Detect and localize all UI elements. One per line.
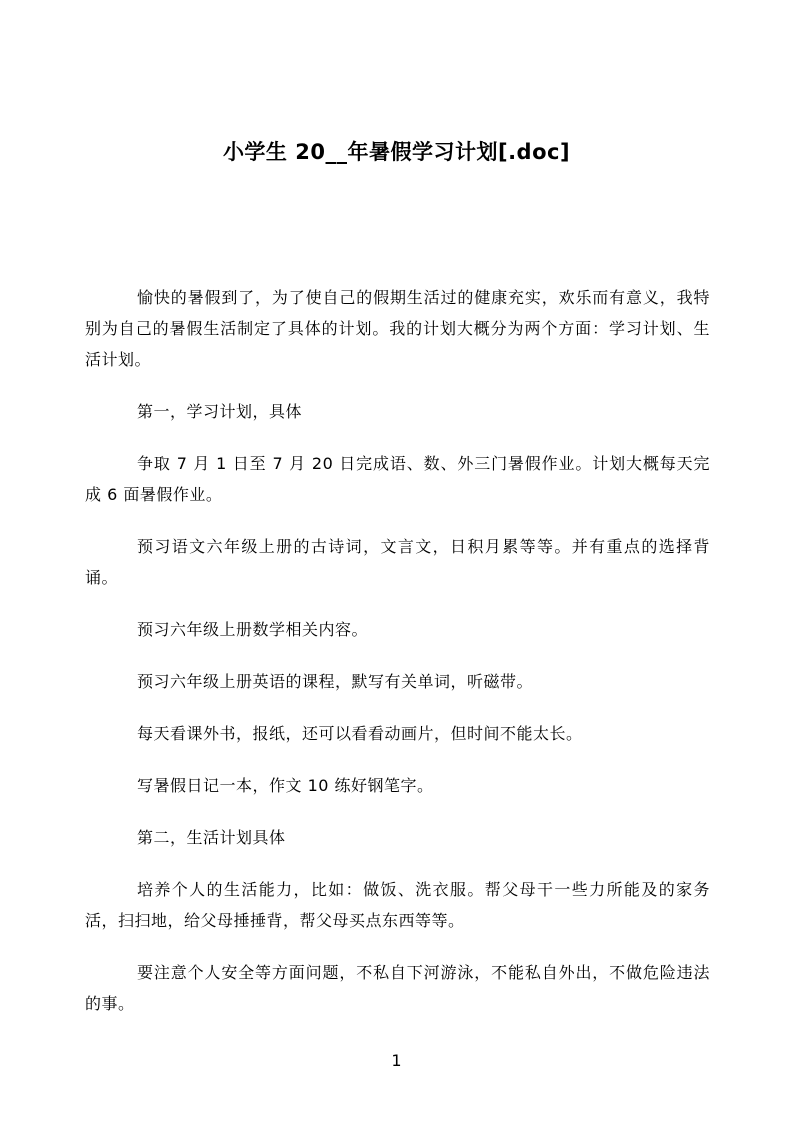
paragraph: 预习六年级上册数学相关内容。 <box>137 620 369 639</box>
paragraph: 愉快的暑假到了，为了使自己的假期生活过的健康充实，欢乐而有意义，我特别为自己的暑假生活制定了具体的计划。我的计划大概分为两个方面：学习计划、生活计划。 <box>85 288 710 369</box>
document-title: 小学生 20__年暑假学习计划[.doc] <box>222 140 571 164</box>
paragraph: 要注意个人安全等方面问题，不私自下河游泳，不能私自外出，不做危险违法的事。 <box>85 963 710 1013</box>
paragraph: 第一，学习计划，具体 <box>137 402 303 421</box>
paragraph: 争取 7 月 1 日至 7 月 20 日完成语、数、外三门暑假作业。计划大概每天完成 6 面暑假作业。 <box>85 454 710 504</box>
paragraph: 第二，生活计划具体 <box>137 828 286 847</box>
paragraph: 写暑假日记一本，作文 10 练好钢笔字。 <box>137 776 434 795</box>
paragraph: 每天看课外书，报纸，还可以看看动画片，但时间不能太长。 <box>137 724 583 743</box>
page-number: 1 <box>391 1051 402 1070</box>
paragraph: 预习语文六年级上册的古诗词，文言文，日积月累等等。并有重点的选择背诵。 <box>85 537 710 587</box>
paragraph: 培养个人的生活能力，比如：做饭、洗衣服。帮父母干一些力所能及的家务活，扫扫地，给父母捶捶背，帮父母买点东西等等。 <box>85 880 710 930</box>
document-body <box>85 282 710 1040</box>
paragraph: 预习六年级上册英语的课程，默写有关单词，听磁带。 <box>137 672 534 691</box>
